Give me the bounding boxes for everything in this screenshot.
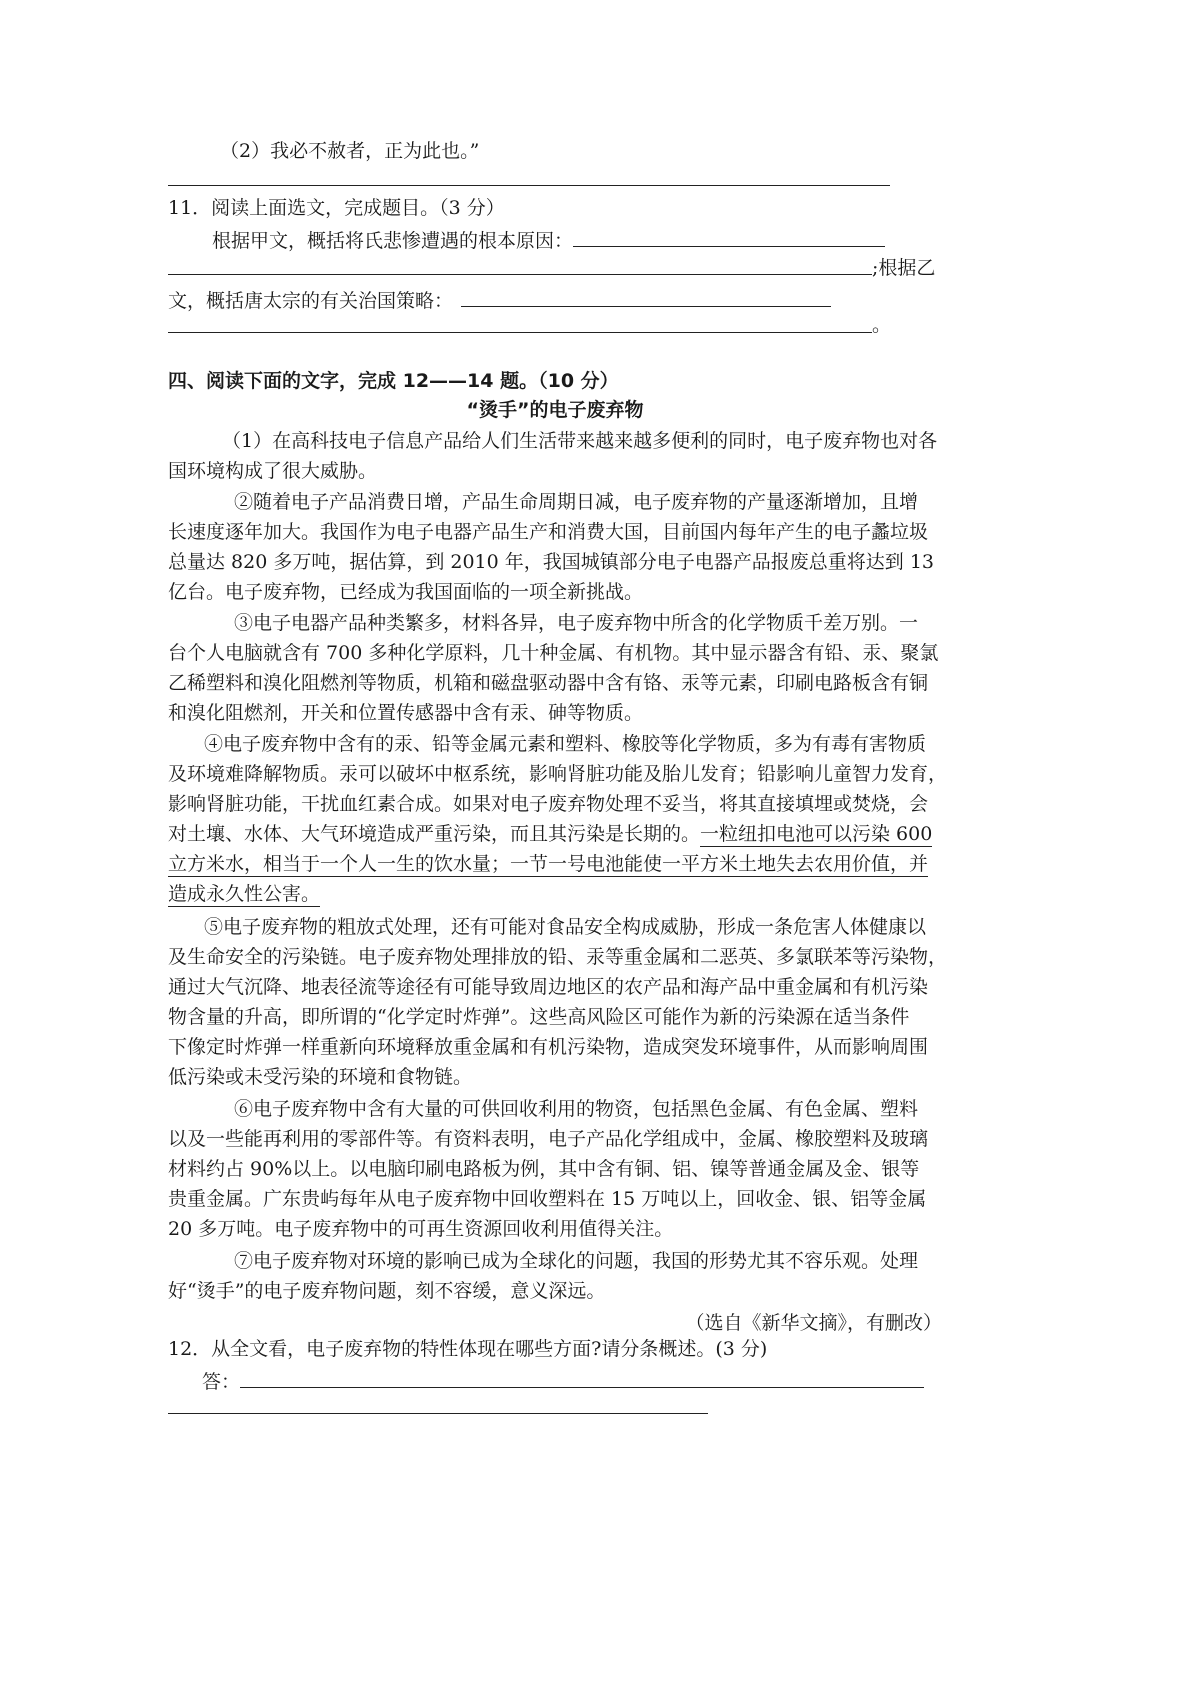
q12-title: 12．从全文看，电子废弃物的特性体现在哪些方面?请分条概述。(3 分) [168,1338,768,1360]
q11-answer-blank-b[interactable] [461,286,831,307]
paragraph-line: ④电子废弃物中含有的汞、铅等金属元素和塑料、橡胶等化学物质，多为有毒有害物质 [204,733,927,755]
underlined-sentence: 立方米水，相当于一个人一生的饮水量；一节一号电池能使一平方米土地失去农用价值，并 [168,853,929,875]
q11-title: 11．阅读上面选文，完成题目。（3 分） [168,197,505,219]
paragraph-line: 好“烫手”的电子废弃物问题，刻不容缓，意义深远。 [168,1280,606,1302]
q11-prompt-b [168,286,831,314]
source-citation: （选自《新华文摘》，有删改） [685,1312,942,1334]
paragraph-line [168,851,928,877]
q12-answer-label: 答： [202,1371,241,1393]
paragraph-line: 以及一些能再利用的零部件等。有资料表明，电子产品化学组成中，金属、橡胶塑料及玻璃 [168,1128,929,1150]
paragraph-line: ⑥电子废弃物中含有大量的可供回收利用的物资，包括黑色金属、有色金属、塑料 [234,1098,919,1120]
underlined-sentence: 造成永久性公害。 [168,883,321,905]
paragraph-line: 及环境难降解物质。汞可以破坏中枢系统，影响肾脏功能及胎儿发育；铅影响儿童智力发育， [168,763,948,785]
q11-answer-line-b2[interactable] [168,332,872,333]
paragraph-line: ③电子电器产品种类繁多，材料各异，电子废弃物中所含的化学物质千差万别。一 [234,612,919,634]
paragraph-line: 低污染或未受污染的环境和食物链。 [168,1066,473,1088]
q11-prompt-b-text: 文，概括唐太宗的有关治国策略： [168,290,454,312]
paragraph-line: （1）在高科技电子信息产品给人们生活带来越来越多便利的同时，电子废弃物也对各 [222,430,938,452]
paragraph-line: 贵重金属。广东贵屿每年从电子废弃物中回收塑料在 15 万吨以上，回收金、银、铝等金属 [168,1188,927,1210]
paragraph-line: 总量达 820 多万吨，据估算，到 2010 年，我国城镇部分电子电器产品报废总重将达到 13 [168,551,934,573]
q12-answer [202,1367,924,1395]
section-heading: 四、阅读下面的文字，完成 12——14 题。（10 分） [168,370,619,392]
paragraph-line: ②随着电子产品消费日增，产品生命周期日减，电子废弃物的产量逐渐增加，且增 [234,491,919,513]
paragraph-text: 对土壤、水体、大气环境造成严重污染，而且其污染是长期的。 [168,823,701,845]
paragraph-line: 通过大气沉降、地表径流等途径有可能导致周边地区的农产品和海产品中重金属和有机污染 [168,976,929,998]
q11-prompt-a-end: ;根据乙 [872,257,936,279]
paragraph-line: 及生命安全的污染链。电子废弃物处理排放的铅、汞等重金属和二恶英、多氯联苯等污染物， [168,946,948,968]
paragraph-line: 材料约占 90%以上。以电脑印刷电路板为例，其中含有铜、铝、镍等普通金属及金、银等 [168,1158,920,1180]
q12-answer-line-2[interactable] [168,1413,708,1414]
paragraph-line [168,821,932,847]
q11-prompt-a [212,226,885,254]
paragraph-line: 影响肾脏功能，干扰血红素合成。如果对电子废弃物处理不妥当，将其直接填埋或焚烧，会 [168,793,929,815]
q11-answer-blank-a[interactable] [573,226,885,247]
paragraph-line: 亿台。电子废弃物，已经成为我国面临的一项全新挑战。 [168,581,644,603]
paragraph-line: 和溴化阻燃剂，开关和位置传感器中含有汞、砷等物质。 [168,702,644,724]
article-title: “烫手”的电子废弃物 [466,399,644,421]
paragraph-line: 台个人电脑就含有 700 多种化学原料，几十种金属、有机物。其中显示器含有铅、汞、聚氯 [168,642,939,664]
paragraph-line: 20 多万吨。电子废弃物中的可再生资源回收利用值得关注。 [168,1218,674,1240]
q11-end-mark: 。 [872,314,892,336]
q12-answer-blank[interactable] [240,1367,924,1388]
paragraph-line: 物含量的升高，即所谓的“化学定时炸弹”。这些高风险区可能作为新的污染源在适当条件 [168,1006,910,1028]
answer-line [168,185,890,186]
paragraph-line: 长速度逐年加大。我国作为电子电器产品生产和消费大国，目前国内每年产生的电子蠡垃圾 [168,521,929,543]
paragraph-line: 乙稀塑料和溴化阻燃剂等物质，机箱和磁盘驱动器中含有铬、汞等元素，印刷电路板含有铜 [168,672,929,694]
paragraph-line: 下像定时炸弹一样重新向环境释放重金属和有机污染物，造成突发环境事件，从而影响周围 [168,1036,929,1058]
paragraph-line [168,881,320,907]
paragraph-line: ⑤电子废弃物的粗放式处理，还有可能对食品安全构成威胁，形成一条危害人体健康以 [204,916,927,938]
underlined-sentence: 一粒纽扣电池可以污染 600 [700,823,933,845]
q10-item-2: （2）我必不赦者，正为此也。” [220,140,480,162]
paragraph-line: ⑦电子废弃物对环境的影响已成为全球化的问题，我国的形势尤其不容乐观。处理 [234,1250,919,1272]
paragraph-line: 国环境构成了很大威胁。 [168,460,378,482]
q11-answer-line-a2[interactable] [168,274,872,275]
q11-prompt-a-text: 根据甲文，概括将氏悲惨遭遇的根本原因： [212,230,574,252]
